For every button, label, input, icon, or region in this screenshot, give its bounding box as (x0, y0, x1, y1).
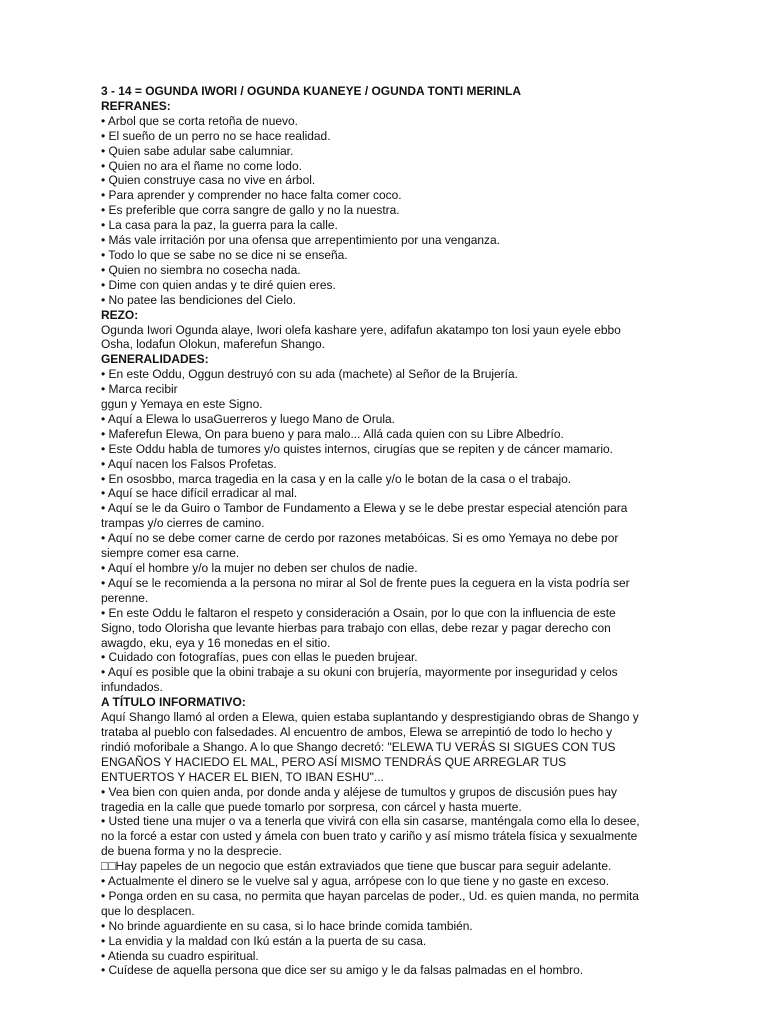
document-title: 3 - 14 = OGUNDA IWORI / OGUNDA KUANEYE / OGUNDA TONTI MERINLA (101, 84, 521, 98)
text-line: • En este Oddu le faltaron el respeto y consideración a Osain, por lo que con la influencia de este (101, 605, 616, 620)
list-item: • Más vale irritación por una ofensa que arrepentimiento por una venganza. (101, 233, 501, 248)
text-line: • Atienda su cuadro espiritual. (101, 948, 259, 963)
list-item: • Todo lo que se sabe no se dice ni se enseña. (101, 247, 348, 262)
list-item: • No patee las bendiciones del Cielo. (101, 292, 296, 307)
list-item: • Para aprender y comprender no hace falta comer coco. (101, 188, 402, 203)
text-line: • Aquí nacen los Falsos Profetas. (101, 456, 277, 471)
rezo-heading: REZO: (101, 307, 139, 322)
text-line: Signo, todo Olorisha que levante hierbas para trabajo con ellas, debe rezar y pagar derecho con (101, 620, 611, 635)
text-line: • Aquí se le da Guiro o Tambor de Fundamento a Elewa y se le debe prestar especial atención para (101, 501, 628, 516)
text-line: tragedia en la calle que puede tomarlo por sorpresa, con cárcel y hasta muerte. (101, 799, 522, 814)
text-line: rindió moforibale a Shango. A lo que Shango decretó: "ELEWA TU VERÁS SI SIGUES CON TUS (101, 739, 616, 754)
text-line: • Maferefun Elewa, On para bueno y para malo... Allá cada quien con su Libre Albedrío. (101, 426, 564, 441)
text-line: • Aquí a Elewa lo usaGuerreros y luego Mano de Orula. (101, 411, 395, 426)
text-line: de buena forma y no la desprecie. (101, 844, 282, 859)
text-line: • Ponga orden en su casa, no permita que hayan parcelas de poder., Ud. es quien manda, no permita (101, 888, 639, 903)
text-line: • En ososbbo, marca tragedia en la casa y en la calle y/o le botan de la casa o el trabajo. (101, 471, 572, 486)
text-line: Aquí Shango llamó al orden a Elewa, quien estaba suplantando y desprestigiando obras de Shango y (101, 710, 639, 725)
text-line: • En este Oddu, Oggun destruyó con su ada (machete) al Señor de la Brujería. (101, 367, 518, 382)
text-line: • Actualmente el dinero se le vuelve sal y agua, arrópese con lo que tiene y no gaste en exceso. (101, 874, 610, 889)
text-line: ggun y Yemaya en este Signo. (101, 397, 263, 412)
text-line: • Usted tiene una mujer o va a tenerla que vivirá con ella sin casarse, manténgala como ella lo desee, (101, 814, 640, 829)
list-item: • Quien construye casa no vive en árbol. (101, 173, 316, 188)
list-item: • Quien no ara el ñame no come lodo. (101, 158, 302, 173)
text-line: □□Hay papeles de un negocio que están extraviados que tiene que buscar para seguir adelante. (101, 859, 612, 874)
text-line: awagdo, eku, eya y 16 monedas en el sitio. (101, 635, 331, 650)
list-item: • Es preferible que corra sangre de gallo y no la nuestra. (101, 203, 400, 218)
text-line: Ogunda Iwori Ogunda alaye, Iwori olefa kashare yere, adifafun akatampo ton losi yaun eyele ebbo (101, 322, 621, 337)
informativo-heading: A TÍTULO INFORMATIVO: (101, 695, 246, 710)
text-line: ENTUERTOS Y HACER EL BIEN, TO IBAN ESHU"... (101, 769, 384, 784)
informativo-text (101, 710, 680, 978)
rezo-text (101, 323, 680, 353)
list-item: • Arbol que se corta retoña de nuevo. (101, 113, 298, 128)
text-line: perenne. (101, 590, 149, 605)
list-item: • El sueño de un perro no se hace realidad. (101, 128, 331, 143)
text-line: trataba al pueblo con falsedades. Al encuentro de ambos, Elewa se arrepintió de todo lo hecho y (101, 724, 613, 739)
refranes-list (101, 114, 680, 308)
document-page (101, 84, 680, 978)
generalidades-text (101, 367, 680, 695)
text-line: • Cuídese de aquella persona que dice ser su amigo y le da falsas palmadas en el hombro. (101, 963, 584, 978)
text-line: • Vea bien con quien anda, por donde anda y aléjese de tumultos y grupos de discusión pues hay (101, 784, 618, 799)
refranes-heading: REFRANES: (101, 98, 171, 113)
text-line: siempre comer esa carne. (101, 546, 240, 561)
text-line: • Este Oddu habla de tumores y/o quistes internos, cirugías que se repiten y de cáncer mamario. (101, 441, 613, 456)
list-item: • La casa para la paz, la guerra para la calle. (101, 218, 338, 233)
text-line: • Aquí se le recomienda a la persona no mirar al Sol de frente pues la ceguera en la vista podría ser (101, 575, 630, 590)
text-line: que lo desplacen. (101, 903, 195, 918)
generalidades-heading: GENERALIDADES: (101, 352, 209, 367)
text-line: Osha, lodafun Olokun, maferefun Shango. (101, 337, 326, 352)
text-line: • Cuidado con fotografías, pues con ellas le pueden brujear. (101, 650, 418, 665)
list-item: • Dime con quien andas y te diré quien eres. (101, 277, 336, 292)
list-item: • Quien sabe adular sabe calumniar. (101, 143, 294, 158)
list-item: • Quien no siembra no cosecha nada. (101, 262, 301, 277)
text-line: • Aquí no se debe comer carne de cerdo por razones metabóicas. Si es omo Yemaya no debe por (101, 531, 619, 546)
text-line: • La envidia y la maldad con Ikú están a la puerta de su casa. (101, 933, 427, 948)
text-line: • Marca recibir (101, 382, 178, 397)
text-line: • Aquí es posible que la obini trabaje a su okuni con brujería, mayormente por inseguridad y celos (101, 665, 618, 680)
text-line: trampas y/o cierres de camino. (101, 516, 265, 531)
text-line: • No brinde aguardiente en su casa, si lo hace brinde comida también. (101, 918, 473, 933)
text-line: • Aquí se hace difícil erradicar al mal. (101, 486, 298, 501)
text-line: ENGAÑOS Y HACIEDO EL MAL, PERO ASÍ MISMO TENDRÁS QUE ARREGLAR TUS (101, 754, 567, 769)
text-line: • Aquí el hombre y/o la mujer no deben ser chulos de nadie. (101, 561, 418, 575)
text-line: no la forcé a estar con usted y ámela con buen trato y cariño y así mismo trátela física y sexualmente (101, 829, 638, 844)
text-line: infundados. (101, 680, 163, 695)
